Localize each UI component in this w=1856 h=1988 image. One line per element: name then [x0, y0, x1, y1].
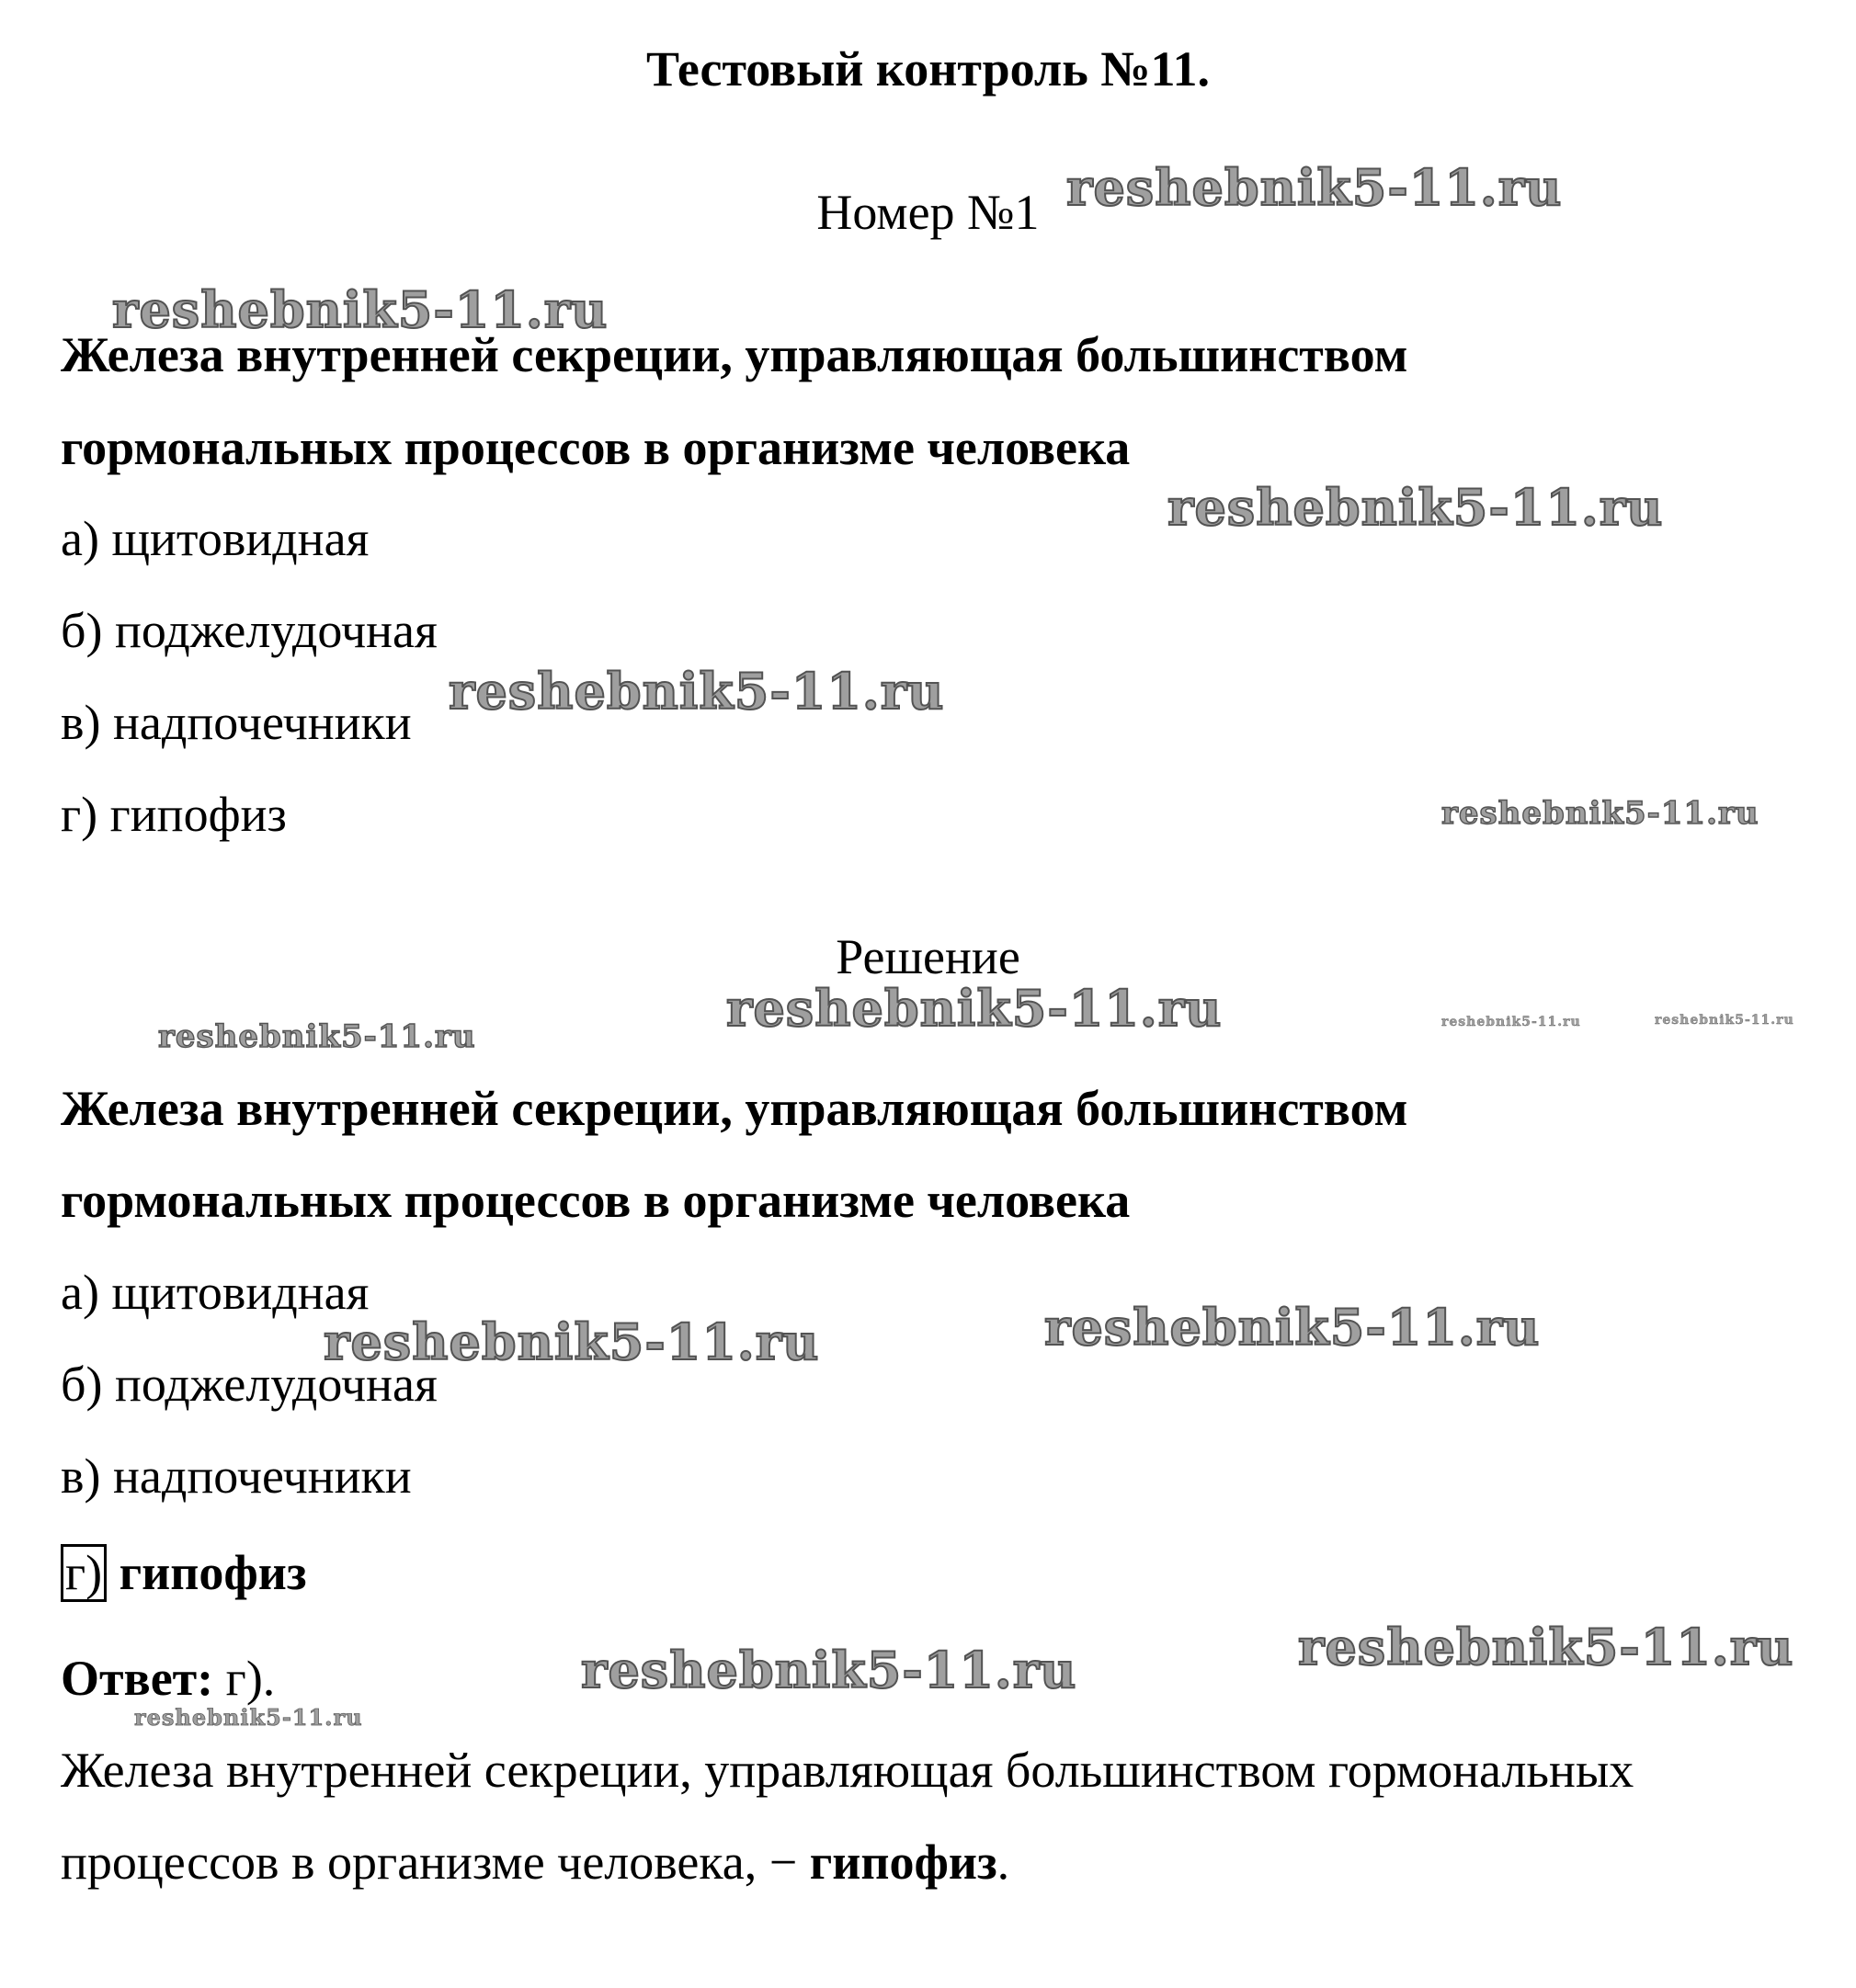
- answer-line: [61, 1650, 275, 1707]
- watermark-11: reshebnik5-11.ru: [1044, 1298, 1541, 1357]
- watermark-14: reshebnik5-11.ru: [134, 1704, 363, 1731]
- answer-value: г).: [225, 1651, 276, 1706]
- explanation-line-1: Железа внутренней секреции, управляющая большинством гормональных: [61, 1743, 1634, 1798]
- solution-question-line-2: гормональных процессов в организме человека: [61, 1173, 1131, 1228]
- option-c: в) надпочечники: [61, 695, 412, 750]
- solution-option-a: а) щитовидная: [61, 1265, 370, 1320]
- watermark-3: reshebnik5-11.ru: [1167, 478, 1664, 537]
- solution-option-d-correct: [61, 1544, 307, 1602]
- solution-heading: Решение: [836, 929, 1020, 984]
- question-line-1: Железа внутренней секреции, управляющая большинством: [61, 327, 1408, 382]
- task-number: Номер №1: [816, 185, 1040, 240]
- solution-question-line-1: Железа внутренней секреции, управляющая большинством: [61, 1081, 1408, 1136]
- watermark-8: reshebnik5-11.ru: [1441, 1015, 1581, 1029]
- solution-option-c: в) надпочечники: [61, 1448, 412, 1504]
- watermark-2: reshebnik5-11.ru: [112, 280, 609, 339]
- explanation-prefix: процессов в организме человека, −: [61, 1835, 810, 1890]
- correct-answer-text: гипофиз: [119, 1545, 307, 1600]
- option-b: б) поджелудочная: [61, 603, 438, 658]
- answer-label: Ответ:: [61, 1651, 214, 1706]
- watermark-9: reshebnik5-11.ru: [1655, 1013, 1794, 1028]
- explanation-bold-term: гипофиз: [809, 1835, 997, 1890]
- explanation-suffix: .: [996, 1835, 1010, 1890]
- watermark-6: reshebnik5-11.ru: [726, 979, 1223, 1038]
- watermark-7: reshebnik5-11.ru: [158, 1018, 476, 1055]
- watermark-4: reshebnik5-11.ru: [449, 662, 945, 721]
- watermark-1: reshebnik5-11.ru: [1066, 158, 1563, 217]
- solution-option-b: б) поджелудочная: [61, 1357, 438, 1412]
- page-title: Тестовый контроль №11.: [645, 41, 1211, 97]
- explanation-line-2: [61, 1834, 1009, 1891]
- question-line-2: гормональных процессов в организме человека: [61, 420, 1131, 475]
- correct-answer-box: г): [61, 1544, 107, 1602]
- watermark-5: reshebnik5-11.ru: [1441, 795, 1759, 832]
- option-d: г) гипофиз: [61, 787, 287, 842]
- watermark-13: reshebnik5-11.ru: [581, 1641, 1077, 1699]
- option-a: а) щитовидная: [61, 511, 370, 566]
- watermark-12: reshebnik5-11.ru: [1298, 1618, 1794, 1676]
- watermark-10: reshebnik5-11.ru: [324, 1312, 820, 1371]
